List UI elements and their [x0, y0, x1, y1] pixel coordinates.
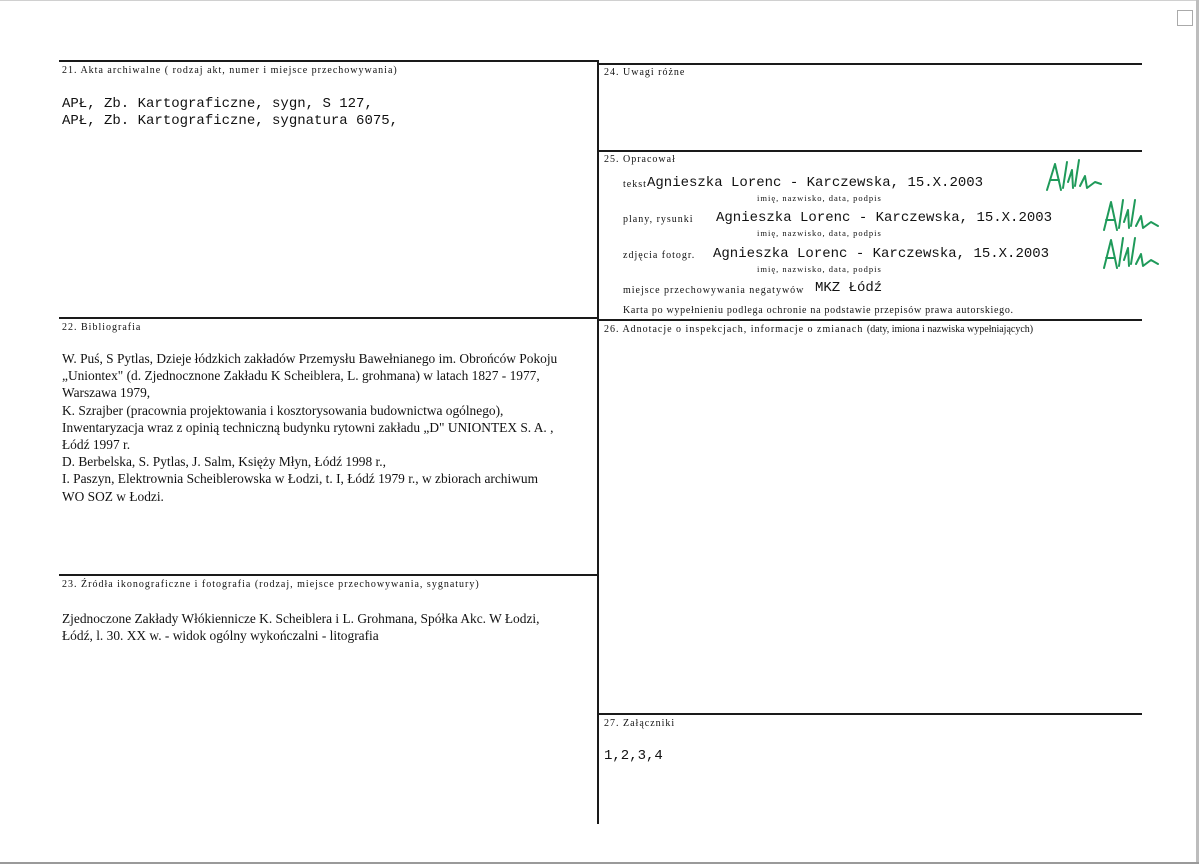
bibliography-line: W. Puś, S Pytlas, Dzieje łódzkich zakładów Przemysłu Bawełnianego im. Obrońców Pokoju — [62, 351, 558, 366]
page-top-edge — [0, 0, 1199, 1]
bibliography-line: Warszawa 1979, — [62, 385, 151, 401]
bibliography-line: „Uniontex" (d. Zjednocznone Zakładu K Scheiblera, L. grohmana) w latach 1827 - 1977, — [62, 368, 540, 384]
signature-3 — [1100, 234, 1160, 274]
bibliography-line: Inwentaryzacja wraz z opinią techniczną budynku rytowni zakładu „D" UNIONTEX S. A. , — [62, 419, 554, 435]
corner-mark — [1177, 10, 1193, 26]
attachments-value: 1,2,3,4 — [604, 748, 663, 764]
section-25-label: 25. Opracował — [604, 154, 676, 165]
section-24-label: 24. Uwagi różne — [604, 67, 686, 78]
rule-top-right — [599, 63, 1142, 65]
bibliography-line: WO SOZ w Łodzi. — [62, 488, 164, 504]
copyright-note: Karta po wypełnieniu podlega ochronie na podstawie przepisów prawa autorskiego. — [623, 305, 1014, 316]
iconography-line: Łódź, l. 30. XX w. - widok ogólny wykończalni - litografia — [62, 628, 379, 644]
author-text-caption: imię, nazwisko, data, podpis — [757, 193, 882, 203]
rule-26-right — [599, 319, 1142, 321]
author-text-label: tekst — [623, 179, 647, 190]
rule-23 — [59, 574, 599, 576]
signature-2 — [1100, 196, 1160, 236]
author-plans-caption: imię, nazwisko, data, podpis — [757, 228, 882, 238]
section-21-line-1: APŁ, Zb. Kartograficzne, sygn, S 127, — [62, 96, 373, 112]
bibliography-line: I. Paszyn, Elektrownia Scheiblerowska w Łodzi, t. I, Łódź 1979 r., w zbiorach archiwum — [62, 471, 538, 487]
rule-center — [597, 60, 599, 824]
negatives-label: miejsce przechowywania negatywów — [623, 285, 805, 296]
section-27-label: 27. Załączniki — [604, 718, 676, 729]
bibliography-block — [62, 350, 595, 505]
author-photos-value: Agnieszka Lorenc - Karczewska, 15.X.2003 — [713, 246, 1050, 262]
section-22-label: 22. Bibliografia — [62, 322, 142, 333]
section-26-label — [604, 324, 1033, 335]
section-21-label: 21. Akta archiwalne ( rodzaj akt, numer i miejsce przechowywania) — [62, 65, 398, 76]
section-26-label-main: 26. Adnotacje o inspekcjach, informacje o zmianach — [604, 324, 864, 335]
signature-1 — [1043, 158, 1103, 198]
rule-top-left — [59, 60, 599, 62]
author-photos-caption: imię, nazwisko, data, podpis — [757, 264, 882, 274]
author-plans-value: Agnieszka Lorenc - Karczewska, 15.X.2003 — [716, 210, 1053, 226]
section-26-label-suffix: (daty, imiona i nazwiska wypełniających) — [866, 324, 1034, 335]
author-photos-label: zdjęcia fotogr. — [623, 250, 696, 261]
bibliography-line: D. Berbelska, S. Pytlas, J. Salm, Księży Młyn, Łódź 1998 r., — [62, 454, 386, 470]
rule-25 — [599, 150, 1142, 152]
negatives-value: MKZ Łódź — [815, 280, 883, 296]
section-23-label: 23. Źródła ikonograficzne i fotografia (rodzaj, miejsce przechowywania, sygnatury) — [62, 579, 480, 590]
iconography-block — [62, 610, 595, 644]
bibliography-line: K. Szrajber (pracownia projektowania i kosztorysowania budownictwa ogólnego), — [62, 402, 504, 418]
author-plans-label: plany, rysunki — [623, 214, 694, 225]
iconography-line: Zjednoczone Zakłady Włókiennicze K. Scheiblera i L. Grohmana, Spółka Akc. W Łodzi, — [62, 611, 540, 626]
author-text-value: Agnieszka Lorenc - Karczewska, 15.X.2003 — [647, 175, 984, 191]
rule-22-left — [59, 317, 599, 319]
bibliography-line: Łódź 1997 r. — [62, 437, 131, 453]
rule-27 — [599, 713, 1142, 715]
section-21-line-2: APŁ, Zb. Kartograficzne, sygnatura 6075, — [62, 113, 399, 129]
